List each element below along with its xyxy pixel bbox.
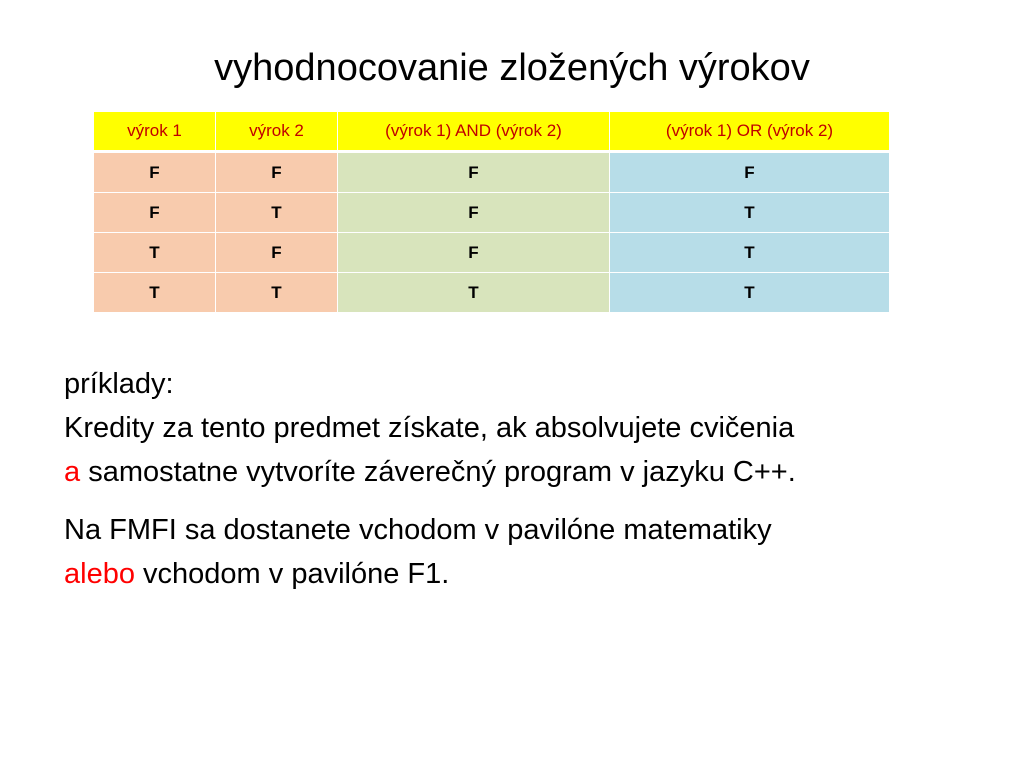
table-row <box>94 233 890 273</box>
table-row <box>94 193 890 233</box>
examples-block <box>64 362 994 596</box>
cell-or: F <box>610 152 890 193</box>
example-2-line-2 <box>64 552 994 596</box>
cell-and: F <box>338 193 610 233</box>
cell-and: F <box>338 233 610 273</box>
cell-vyrok-2: F <box>216 152 338 193</box>
cell-vyrok-1: T <box>94 273 216 313</box>
cell-vyrok-2: T <box>216 273 338 313</box>
header-vyrok-1: výrok 1 <box>94 112 216 152</box>
cell-vyrok-2: T <box>216 193 338 233</box>
header-and: (výrok 1) AND (výrok 2) <box>338 112 610 152</box>
table-row <box>94 152 890 193</box>
cell-vyrok-2: F <box>216 233 338 273</box>
example-1-line-2-text: samostatne vytvoríte záverečný program v jazyku C++. <box>88 456 796 488</box>
cell-and: T <box>338 273 610 313</box>
connector-and: a <box>64 456 81 488</box>
example-1-line-1: Kredity za tento predmet získate, ak absolvujete cvičenia <box>64 412 795 444</box>
examples-heading: príklady: <box>64 368 174 400</box>
cell-and: F <box>338 152 610 193</box>
cell-vyrok-1: F <box>94 152 216 193</box>
example-2-line-1: Na FMFI sa dostanete vchodom v pavilóne matematiky <box>64 514 772 546</box>
example-2-line-2-text: vchodom v pavilóne F1. <box>143 558 450 590</box>
cell-vyrok-1: T <box>94 233 216 273</box>
header-vyrok-2: výrok 2 <box>216 112 338 152</box>
slide-title: vyhodnocovanie zložených výrokov <box>214 47 810 89</box>
connector-or: alebo <box>64 558 135 590</box>
cell-or: T <box>610 233 890 273</box>
cell-or: T <box>610 193 890 233</box>
truth-table <box>93 111 890 313</box>
example-1-line-2 <box>64 450 994 494</box>
cell-or: T <box>610 273 890 313</box>
cell-vyrok-1: F <box>94 193 216 233</box>
table-row <box>94 273 890 313</box>
header-or: (výrok 1) OR (výrok 2) <box>610 112 890 152</box>
table-header-row <box>94 112 890 152</box>
